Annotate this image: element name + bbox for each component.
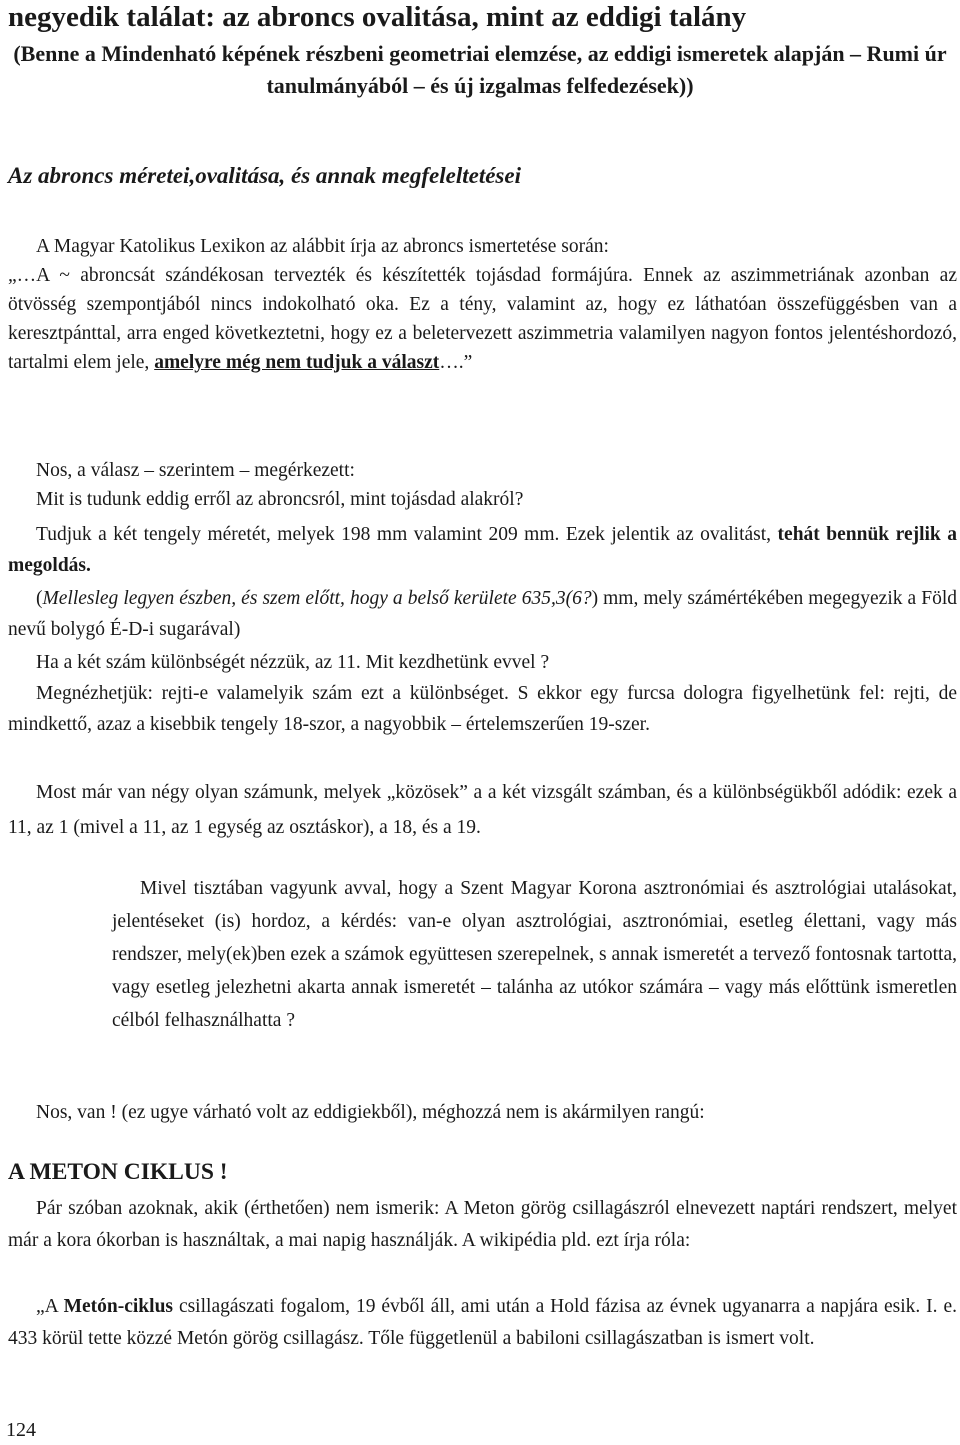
- axes-paragraph: [8, 519, 957, 581]
- solution-bold: tehát bennük rejlik a megoldás.: [8, 524, 958, 576]
- answer-line: Nos, a válasz – szerintem – megérkezett:: [36, 460, 355, 481]
- note-open: (: [36, 588, 43, 609]
- section-heading: Az abroncs méretei,ovalitása, és annak megfeleltetései: [8, 163, 521, 188]
- astronomy-paragraph: Mivel tisztában vagyunk avval, hogy a Szent Magyar Korona asztronómiai és asztrológiai utalásokat, jelentéseket (is) hordoz, a kérdés: van-e olyan asztrológiai, asztronómiai, esetleg élettani, vagy más rendszer, mely(ek)ben ezek a számok együttesen szerepelnek, s annak ismeretét a tervező fontosnak tartotta, vagy esetleg jelezhetni akarta annak ismeretét – talánha az utókor számára – vagy más előttünk ismeretlen célból felhasználhatta ?: [112, 878, 957, 1031]
- quote-text: „…A ~ abroncsát szándékosan tervezték és készítették tojásdad formájúra. Ennek az aszimmetriának azonban az ötvösség szempontjából nincs indokolható oka. Ez a tény, valamint az, hogy ez láthatóan összefüggésben van a keresztpánttal, arra enged következtetni, hogy ez a beletervezett aszimmetria valamilyen nagyon fontos jelentéshordozó, tartalmi elem jele,: [8, 265, 957, 373]
- wiki-quote-text: csillagászati fogalom, 19 évből áll, ami után a Hold fázisa az évnek ugyanarra a napjára esik. I. e. 433 körül tette közzé Metón görög csillagász. Tőle függetlenül a babiloni csillagászatban is ismert volt.: [8, 1296, 957, 1349]
- note-paragraph: [8, 583, 957, 645]
- subtitle: (Benne a Mindenható képének részbeni geometriai elemzése, az eddigi ismeretek alapján – Rumi úr tanulmányából – és új izgalmas felfedezések)): [13, 41, 947, 98]
- quote-end: ….”: [439, 352, 473, 373]
- question-line: Mit is tudunk eddig erről az abroncsról, mint tojásdad alakról?: [36, 489, 524, 510]
- lexikon-quote: [8, 261, 957, 377]
- wikipedia-quote: [8, 1291, 957, 1355]
- quote-underlined: amelyre még nem tudjuk a választ: [154, 352, 440, 373]
- meton-term: Metón-ciklus: [63, 1296, 174, 1317]
- divisibility-paragraph: Megnézhetjük: rejti-e valamelyik szám ezt a különbséget. S ekkor egy furcsa dologra figyelhetünk fel: rejti, de mindkettő, azaz a kisebbik tengely 18-szor, a nagyobbik – értelemszerűen 19-szer.: [8, 683, 957, 735]
- answer-paragraph: Nos, van ! (ez ugye várható volt az eddigiekből), méghozzá nem is akármilyen rangú:: [36, 1102, 705, 1123]
- lexikon-intro: A Magyar Katolikus Lexikon az alábbit írja az abroncs ismertetése során:: [36, 236, 609, 257]
- wiki-quote-open: „A: [36, 1296, 64, 1317]
- note-close: ): [233, 619, 241, 640]
- meton-heading: A METON CIKLUS !: [8, 1159, 228, 1185]
- page-number: 124: [6, 1419, 36, 1441]
- difference-line: Ha a két szám különbségét nézzük, az 11. Mit kezdhetünk evvel ?: [36, 652, 550, 673]
- axes-text: Tudjuk a két tengely méretét, melyek 198 mm valamint 209 mm. Ezek jelentik az ovalitást,: [36, 524, 778, 545]
- common-numbers-paragraph: Most már van négy olyan számunk, melyek „közösek” a a két vizsgált számban, és a különbségükből adódik: ezek a 11, az 1 (mivel a 11, az 1 egység az osztáskor), a 18, és a 19.: [8, 782, 957, 838]
- note-mid: ) mm, mely számértékében megegyezik a Föld nevű bolygó É-D-i sugarával: [8, 588, 958, 640]
- note-italic-1: Mellesleg legyen észben, és szem előtt, hogy a belső kerülete 635,3(6?: [42, 588, 592, 609]
- meton-intro: Pár szóban azoknak, akik (érthetően) nem ismerik: A Meton görög csillagászról elnevezett naptári rendszert, melyet már a kora ókorban is használtak, a mai napig használják. A wikipédia pld. ezt írja róla:: [8, 1198, 957, 1251]
- main-title: negyedik találat: az abroncs ovalitása, mint az eddigi talány: [8, 1, 747, 33]
